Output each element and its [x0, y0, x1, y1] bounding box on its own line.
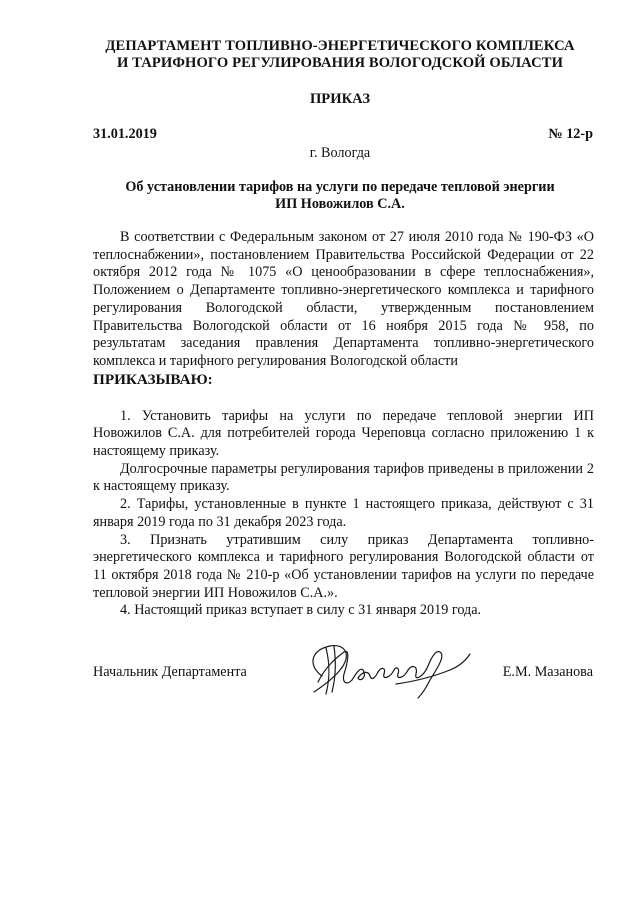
order-item-3: 3. Признать утратившим силу приказ Департамента топливно-энергетического комплекса и тарифного регулирования Вологодской области от 11 октября 2018 года № 210-р «Об установлении тарифов на услуги по передаче тепловой энергии ИП Новожилов С.А.». [93, 531, 594, 601]
order-item-1: 1. Установить тарифы на услуги по передаче тепловой энергии ИП Новожилов С.А. для потребителей города Череповца согласно приложению 1 к настоящему приказу. [93, 407, 594, 460]
decree-word: ПРИКАЗЫВАЮ: [93, 370, 213, 388]
subject-line-1: Об установлении тарифов на услуги по передаче тепловой энергии [125, 179, 555, 195]
date-number-line [93, 126, 593, 143]
order-item-1-note: Долгосрочные параметры регулирования тарифов приведены в приложении 2 к настоящему приказу. [93, 460, 594, 495]
subject-line-2: ИП Новожилов С.А. [275, 196, 405, 212]
document-type: ПРИКАЗ [309, 91, 371, 107]
organization-name-line-1: ДЕПАРТАМЕНТ ТОПЛИВНО-ЭНЕРГЕТИЧЕСКОГО КОМПЛЕКСА [105, 38, 575, 54]
document-number: № 12-р [548, 126, 593, 142]
document-subject [60, 179, 620, 213]
document-body [93, 229, 594, 620]
organization-name-line-2: И ТАРИФНОГО РЕГУЛИРОВАНИЯ ВОЛОГОДСКОЙ ОБЛАСТИ [116, 55, 564, 71]
signatory-name: Е.М. Мазанова [502, 664, 593, 680]
handwritten-signature [300, 636, 480, 704]
order-item-4: 4. Настоящий приказ вступает в силу с 31 января 2019 года. [120, 602, 482, 619]
signatory-title: Начальник Департамента [93, 664, 247, 680]
organization-name [60, 38, 620, 72]
order-item-2: 2. Тарифы, установленные в пункте 1 настоящего приказа, действуют с 31 января 2019 года по 31 декабря 2023 года. [93, 496, 594, 530]
document-city: г. Вологда [309, 145, 371, 161]
document-date: 31.01.2019 [93, 126, 157, 142]
preamble-paragraph: В соответствии с Федеральным законом от 27 июля 2010 года № 190-ФЗ «О теплоснабжении», постановлением Правительства Российской Федерации от 22 октября 2012 года № 1075 «О ценообразовании в сфере теплоснабжения», Положением о Департаменте топливно-энергетического комплекса и тарифного регулирования Вологодской области, утвержденным постановлением Правительства Вологодской области от 16 ноября 2015 года № 958, по результатам заседания правления Департамента топливно-энергетического комплекса и тарифного регулирования Вологодской области [93, 229, 594, 369]
